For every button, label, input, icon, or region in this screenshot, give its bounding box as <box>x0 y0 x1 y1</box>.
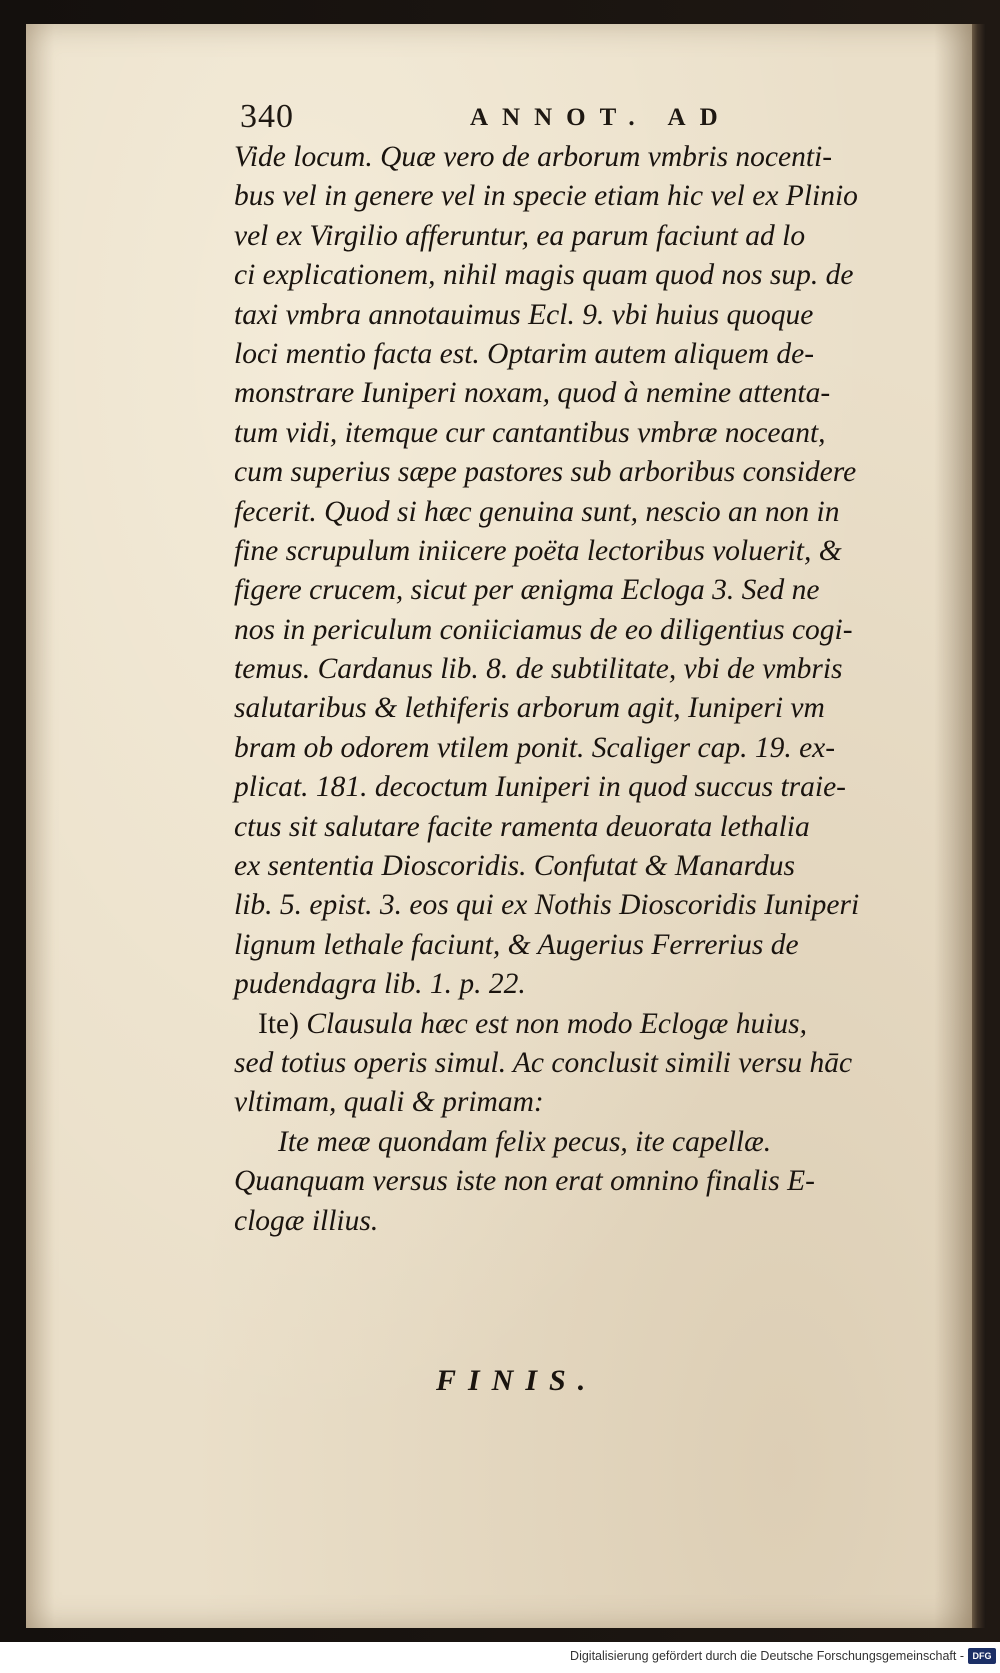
running-head: ANNOT. AD <box>470 104 732 131</box>
text-line: nos in periculum coniiciamus de eo diligentius cogi- <box>234 613 853 646</box>
page-edge <box>972 24 986 1628</box>
text-line: vel ex Virgilio afferuntur, ea parum faciunt ad lo <box>234 219 806 252</box>
quoted-verse: Ite meæ quondam felix pecus, ite capellæ. <box>278 1125 772 1158</box>
text-line: sed totius operis simul. Ac conclusit simili versu hāc <box>234 1046 853 1079</box>
text-line: Quanquam versus iste non erat omnino finalis E- <box>234 1165 815 1198</box>
text-line: fecerit. Quod si hæc genuina sunt, nescio an non in <box>234 495 840 528</box>
text-line: ci explicationem, nihil magis quam quod nos sup. de <box>234 259 854 292</box>
text-line: monstrare Iuniperi noxam, quod à nemine attenta- <box>234 377 831 410</box>
text-line: plicat. 181. decoctum Iuniperi in quod succus traie- <box>234 771 847 804</box>
lemma-text: Clausula hæc est non modo Eclogæ huius, <box>298 1007 807 1040</box>
text-line: Vide locum. Quæ vero de arborum vmbris nocenti- <box>234 141 833 173</box>
text-line: lignum lethale faciunt, & Augerius Ferrerius de <box>234 928 799 961</box>
text-line: figere crucem, sicut per ænigma Ecloga 3. Sed ne <box>234 574 820 607</box>
text-line: cum superius sæpe pastores sub arboribus considere <box>234 456 857 489</box>
funding-credit: Digitalisierung gefördert durch die Deutsche Forschungsgemeinschaft - <box>570 1649 964 1663</box>
text-line: loci mentio facta est. Optarim autem aliquem de- <box>234 337 815 370</box>
dfg-logo-icon: DFG <box>968 1648 996 1664</box>
text-line: clogæ illius. <box>234 1204 379 1237</box>
text-line: ctus sit salutare facite ramenta deuorata lethalia <box>234 810 810 843</box>
text-line: pudendagra lib. 1. p. 22. <box>234 968 526 1001</box>
text-line: bus vel in genere vel in specie etiam hic vel ex Plinio <box>234 180 858 213</box>
text-line: fine scrupulum iniicere poëta lectoribus voluerit, & <box>234 534 842 567</box>
text-line: salutaribus & lethiferis arborum agit, Iuniperi vm <box>234 692 825 725</box>
text-line: bram ob odorem vtilem ponit. Scaliger cap. 19. ex- <box>234 731 836 764</box>
lemma-term: Ite) <box>258 1007 299 1040</box>
text-line: vltimam, quali & primam: <box>234 1086 544 1119</box>
text-line: ex sententia Dioscoridis. Confutat & Manardus <box>234 850 796 883</box>
finis-heading: FINIS. <box>436 1364 598 1397</box>
text-line: temus. Cardanus lib. 8. de subtilitate, vbi de vmbris <box>234 653 843 686</box>
lemma-line <box>234 1005 934 1044</box>
page-number: 340 <box>240 98 294 135</box>
text-line: lib. 5. epist. 3. eos qui ex Nothis Dioscoridis Iuniperi <box>234 889 860 922</box>
page-header <box>240 98 920 142</box>
text-line: tum vidi, itemque cur cantantibus vmbræ noceant, <box>234 416 826 449</box>
annotation-text <box>234 138 934 1241</box>
text-line: taxi vmbra annotauimus Ecl. 9. vbi huius quoque <box>234 298 814 331</box>
footer-bar <box>0 1642 1000 1673</box>
